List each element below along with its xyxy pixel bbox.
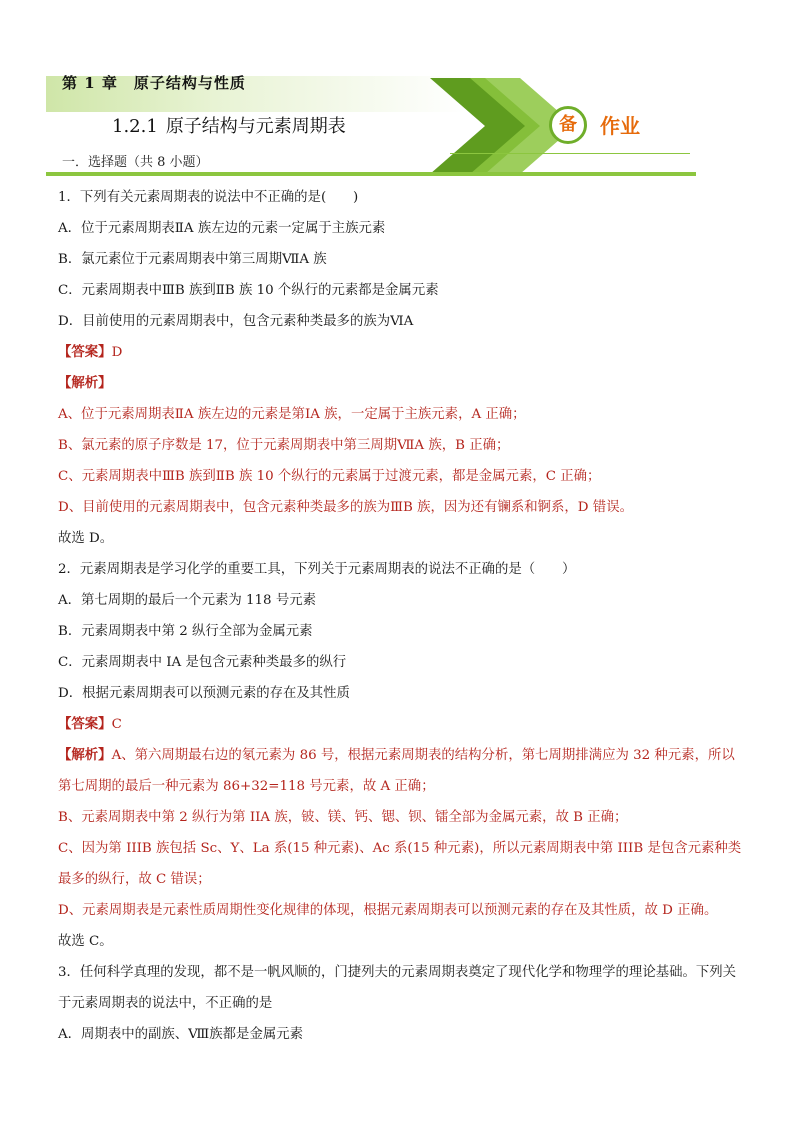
q2-analysis-c: C、因为第 IIIB 族包括 Sc、Y、La 系(15 种元素)、Ac 系(15 种元素)，所以元素周期表中第 IIIB 是包含元素种类最多的纵行，故 C 错误；: [58, 841, 742, 887]
q2-answer-value: C: [111, 717, 122, 732]
q1-option-b: B．氯元素位于元素周期表中第三周期ⅦA 族: [58, 252, 327, 267]
q2-analysis-a: [58, 740, 748, 802]
document-body: [58, 182, 748, 1050]
lesson-name: 原子结构与元素周期表: [165, 116, 346, 137]
analysis-tag: 【解析】: [58, 747, 112, 763]
q2-answer: [58, 709, 748, 740]
prep-badge-icon: 备: [549, 106, 587, 144]
q1-conclusion: 故选 D。: [58, 531, 114, 546]
answer-tag: 【答案】: [58, 716, 112, 732]
q1-analysis-a: A、位于元素周期表ⅡA 族左边的元素是第ⅠA 族，一定属于主族元素，A 正确；: [58, 407, 526, 422]
q3-stem: 3．任何科学真理的发现，都不是一帆风顺的，门捷列夫的元素周期表奠定了现代化学和物理学的理论基础。下列关于元素周期表的说法中，不正确的是: [58, 965, 737, 1011]
answer-tag: 【答案】: [58, 344, 112, 360]
section-heading: 一．选择题（共 8 小题）: [62, 155, 209, 170]
q2-option-a: A．第七周期的最后一个元素为 118 号元素: [58, 593, 316, 608]
q1-answer: [58, 337, 748, 368]
q2-stem: 2．元素周期表是学习化学的重要工具，下列关于元素周期表的说法不正确的是（ ）: [58, 562, 576, 577]
q1-analysis-c: C、元素周期表中ⅢB 族到ⅡB 族 10 个纵行的元素属于过渡元素，都是金属元素，C 正确；: [58, 469, 601, 484]
chapter-title: 第 1 章 原子结构与性质: [62, 74, 246, 92]
q1-analysis-heading: [58, 368, 748, 399]
header-green-rule: [46, 172, 696, 176]
q2-option-b: B．元素周期表中第 2 纵行全部为金属元素: [58, 624, 313, 639]
q2-conclusion: 故选 C。: [58, 934, 113, 949]
q2-option-d: D．根据元素周期表可以预测元素的存在及其性质: [58, 686, 350, 701]
q2-analysis-a-text: A、第六周期最右边的氡元素为 86 号，根据元素周期表的结构分析，第七周期排满应为 32 种元素，所以第七周期的最后一种元素为 86+32=118 号元素，故 A 正确；: [58, 748, 735, 794]
page-header: [0, 0, 794, 180]
q3-option-a: A．周期表中的副族、Ⅷ族都是金属元素: [58, 1027, 304, 1042]
q1-stem: 1．下列有关元素周期表的说法中不正确的是( ): [58, 190, 359, 205]
q2-analysis-d: D、元素周期表是元素性质周期性变化规律的体现，根据元素周期表可以预测元素的存在及其性质，故 D 正确。: [58, 903, 718, 918]
lesson-title: [112, 112, 346, 138]
q1-analysis-b: B、氯元素的原子序数是 17，位于元素周期表中第三周期ⅦA 族，B 正确；: [58, 438, 510, 453]
analysis-tag: 【解析】: [58, 375, 112, 391]
lesson-number: 1.2.1: [112, 116, 158, 137]
q1-option-c: C．元素周期表中ⅢB 族到ⅡB 族 10 个纵行的元素都是金属元素: [58, 283, 439, 298]
q1-analysis-d: D、目前使用的元素周期表中，包含元素种类最多的族为ⅢB 族，因为还有镧系和锕系，D 错误。: [58, 500, 633, 515]
q2-analysis-b: B、元素周期表中第 2 纵行为第 IIA 族，铍、镁、钙、锶、钡、镭全部为金属元素，故 B 正确；: [58, 810, 628, 825]
homework-label: 作业: [600, 114, 640, 138]
q2-option-c: C．元素周期表中 IA 是包含元素种类最多的纵行: [58, 655, 347, 670]
q1-answer-value: D: [111, 345, 123, 360]
q1-option-a: A．位于元素周期表ⅡA 族左边的元素一定属于主族元素: [58, 221, 386, 236]
header-thin-rule: [450, 153, 690, 154]
q1-option-d: D．目前使用的元素周期表中，包含元素种类最多的族为ⅥA: [58, 314, 414, 329]
